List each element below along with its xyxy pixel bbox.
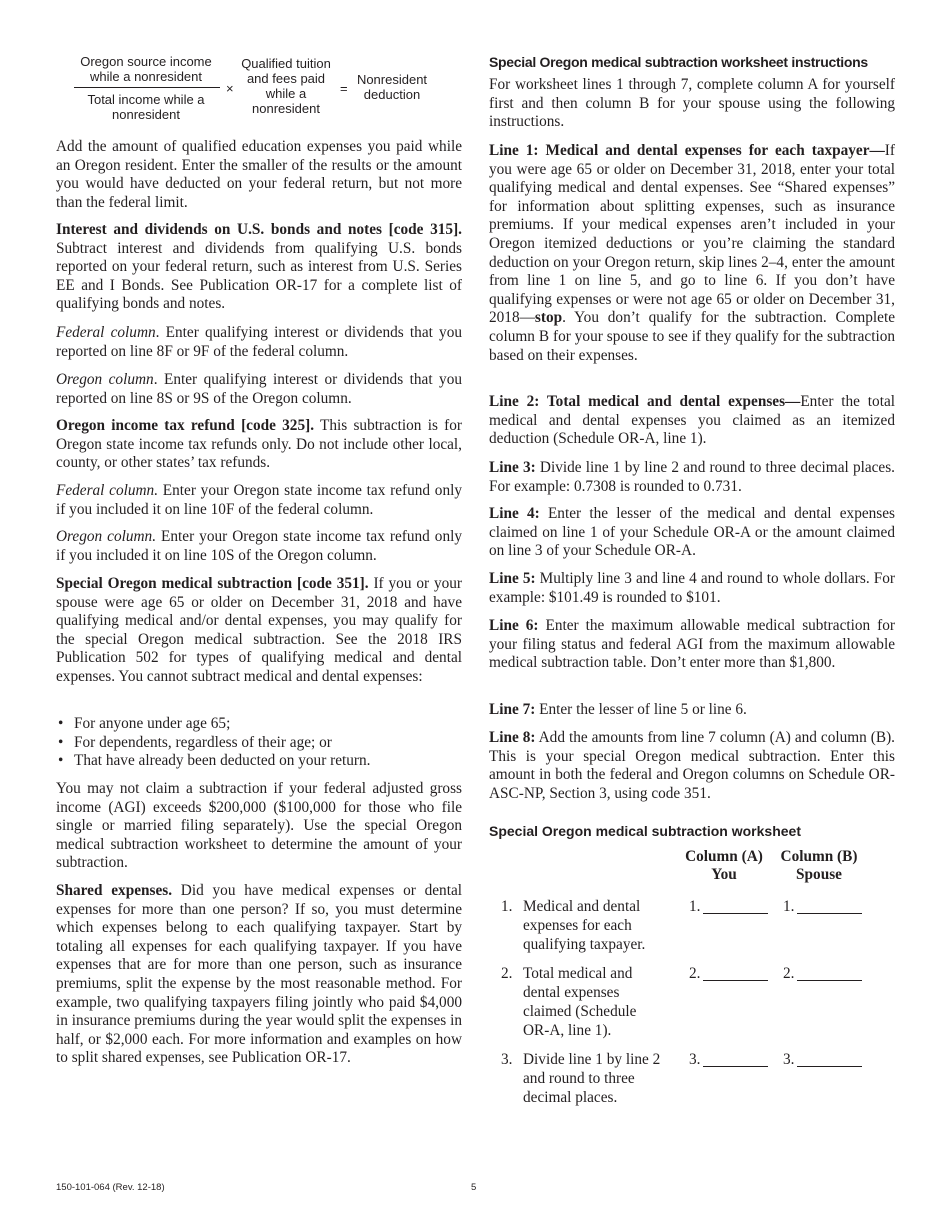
form-id: 150-101-064 (Rev. 12-18) xyxy=(56,1182,165,1193)
instructions-title: Special Oregon medical subtraction worksheet instructions xyxy=(489,54,868,70)
shared-expenses-paragraph xyxy=(56,882,462,1068)
row-label: Medical and dental expenses for each qualifying taxpayer. xyxy=(523,898,646,953)
list-item: • That have already been deducted on your return. xyxy=(56,752,462,771)
line4-instruction xyxy=(489,505,895,561)
column-b-header xyxy=(774,848,864,884)
line6-instruction xyxy=(489,617,895,673)
exclusion-list xyxy=(56,715,462,771)
row1-column-a-number: 1. xyxy=(689,898,701,915)
row2-column-b-input[interactable] xyxy=(797,964,862,981)
formula-denominator: Total income while a nonresident xyxy=(87,92,205,122)
row1-column-a-input[interactable] xyxy=(703,897,768,914)
row-label: Divide line 1 by line 2 and round to three decimal places. xyxy=(523,1051,661,1106)
row1-column-b-input[interactable] xyxy=(797,897,862,914)
column-a-sublabel: You xyxy=(711,866,737,883)
column-a-header xyxy=(679,848,769,884)
line8-text: Add the amounts from line 7 column (A) and column (B). This is your special Oregon medical subtraction. Enter this amount in both the federal and Oregon columns on Schedule OR-ASC-NP, Section 3, using code 351. xyxy=(489,729,895,802)
instructions-intro: For worksheet lines 1 through 7, complete column A for yourself first and then column B for your spouse using the following instructions. xyxy=(489,76,895,131)
federal-column-paragraph xyxy=(56,324,462,361)
line2-instruction xyxy=(489,393,895,449)
line2-label: Line 2: Total medical and dental expenses— xyxy=(489,393,801,410)
line5-instruction xyxy=(489,570,895,607)
line4-label: Line 4: xyxy=(489,505,540,522)
line3-label: Line 3: xyxy=(489,459,536,476)
row-number: 2. xyxy=(501,965,513,982)
refund-heading: Oregon income tax refund [code 325]. xyxy=(56,417,315,434)
shared-text: Did you have medical expenses or dental expenses for more than one person? If so, you must determine which expenses belong to each qualifying taxpayer. Start by totaling all expenses for each qualifying taxpayer. If you have expenses that are for more than one person, such as insurance premiums, split the expense by the most reasonable method. For example, two qualifying taxpayers filing jointly who paid $4,000 in insurance premiums during the year would split the expenses in half, or $2,000 each. For more information and examples on how to split shared expenses, see Publication OR-17. xyxy=(56,882,462,1067)
worksheet-row xyxy=(501,964,681,1040)
line1-text: If you were age 65 or older on December 31, 2018, enter your total qualifying medical and dental expenses. See “Shared expenses” for information about splitting expenses, such as insurance premiums. If your medical expenses aren’t included in your Oregon itemized deductions or you’re claiming the standard deduction on your Oregon return, skip lines 2–4, enter the amount from line 1 on line 5, and go to line 6. If you don’t have qualifying expenses or were not age 65 or older on December 31, 2018— xyxy=(489,142,895,327)
nonresident-deduction-formula xyxy=(70,54,450,126)
line1-instruction xyxy=(489,142,895,365)
worksheet-row xyxy=(501,1050,681,1107)
shared-heading: Shared expenses. xyxy=(56,882,173,899)
worksheet-row xyxy=(501,897,681,954)
line4-text: Enter the lesser of the medical and dental expenses claimed on line 1 of your Schedule OR-A or the amount claimed on line 3 of your Schedule OR-A. xyxy=(489,505,895,560)
line3-text: Divide line 1 by line 2 and round to three decimal places. For example: 0.7308 is rounded to 0.731. xyxy=(489,459,895,495)
worksheet-title: Special Oregon medical subtraction worksheet xyxy=(489,823,801,839)
line5-label: Line 5: xyxy=(489,570,536,587)
column-b-label: Column (B) xyxy=(780,848,858,865)
oregon-column-refund-paragraph xyxy=(56,528,462,565)
agi-limit-paragraph: You may not claim a subtraction if your federal adjusted gross income (AGI) exceeds $200,000 ($100,000 for those who file single or married filing separately). Use the special Oregon medical subtraction worksheet to determine the amount of your subtraction. xyxy=(56,780,462,872)
oregon-column-label: Oregon column xyxy=(56,371,154,388)
oregon-column-text: . Enter qualifying interest or dividends that you reported on line 8S or 9S of the Oregon column. xyxy=(56,371,462,407)
row2-column-b-number: 2. xyxy=(783,965,795,982)
interest-text: Subtract interest and dividends from qualifying U.S. bonds reported on your federal return, such as interest from U.S. Series EE and I Bonds. See Publication OR-17 for a complete list of qualifying bonds and notes. xyxy=(56,239,462,313)
oregon-column-refund-text: Enter your Oregon state income tax refund only if you included it on line 10S of the Oregon column. xyxy=(56,528,462,564)
income-tax-refund-paragraph xyxy=(56,417,462,473)
line7-instruction xyxy=(489,701,895,720)
federal-column-text: . Enter qualifying interest or dividends that you reported on line 8F or 9F of the federal column. xyxy=(56,324,462,360)
formula-factor: Qualified tuition and fees paid while a nonresident xyxy=(241,56,331,116)
line3-instruction xyxy=(489,459,895,496)
line8-instruction xyxy=(489,729,895,803)
federal-column-label: Federal column xyxy=(56,324,156,341)
line8-label: Line 8: xyxy=(489,729,536,746)
line5-text: Multiply line 3 and line 4 and round to whole dollars. For example: $101.49 is rounded to $101. xyxy=(489,570,895,606)
row2-column-a-number: 2. xyxy=(689,965,701,982)
column-b-sublabel: Spouse xyxy=(796,866,842,883)
list-item: • For dependents, regardless of their age; or xyxy=(56,734,462,753)
line2-text: Enter the total medical and dental expenses you claimed as an itemized deduction (Schedule OR-A, line 1). xyxy=(489,393,895,448)
row3-column-a-number: 3. xyxy=(689,1051,701,1068)
row3-column-a-input[interactable] xyxy=(703,1050,768,1067)
federal-column-refund-paragraph xyxy=(56,482,462,519)
list-item: • For anyone under age 65; xyxy=(56,715,462,734)
line1-stop: stop xyxy=(534,309,563,327)
line7-text: Enter the lesser of line 5 or line 6. xyxy=(535,701,747,718)
line1-text-end: . You don’t qualify for the subtraction. Complete column B for your spouse to see if they qualify for the subtraction based on their expenses. xyxy=(489,309,895,364)
federal-column-refund-label: Federal column. xyxy=(56,482,159,499)
line6-text: Enter the maximum allowable medical subtraction for your filing status and federal AGI from the maximum allowable medical subtraction table. Don’t enter more than $1,800. xyxy=(489,617,895,672)
medical-heading: Special Oregon medical subtraction [code 351]. xyxy=(56,575,369,592)
row1-column-b-number: 1. xyxy=(783,898,795,915)
row3-column-b-input[interactable] xyxy=(797,1050,862,1067)
equals-sign: = xyxy=(340,81,348,96)
row-label: Total medical and dental expenses claimed (Schedule OR-A, line 1). xyxy=(523,965,637,1039)
oregon-column-paragraph xyxy=(56,371,462,408)
column-a-label: Column (A) xyxy=(685,848,763,865)
row2-column-a-input[interactable] xyxy=(703,964,768,981)
medical-text: If you or your spouse were age 65 or older on December 31, 2018 and have qualifying medical and/or dental expenses, you may qualify for the special Oregon medical subtraction. See the 2018 IRS Publication 502 for types of qualifying medical and dental expenses. You cannot subtract medical and dental expenses: xyxy=(56,575,463,685)
federal-column-refund-text: Enter your Oregon state income tax refund only if you included it on line 10F of the federal column. xyxy=(56,482,463,518)
row-number: 1. xyxy=(501,898,513,915)
line1-label: Line 1: Medical and dental expenses for each taxpayer— xyxy=(489,142,885,159)
formula-numerator: Oregon source income while a nonresident xyxy=(80,54,212,84)
page-number: 5 xyxy=(471,1182,477,1193)
refund-text: This subtraction is for Oregon state income tax refunds only. Do not include other local, county, or other states’ tax refunds. xyxy=(56,417,462,472)
medical-subtraction-paragraph xyxy=(56,575,462,687)
line7-label: Line 7: xyxy=(489,701,536,718)
row-number: 3. xyxy=(501,1051,513,1068)
times-sign: × xyxy=(226,81,234,96)
interest-heading: Interest and dividends on U.S. bonds and notes [code 315]. xyxy=(56,221,462,238)
oregon-column-refund-label: Oregon column. xyxy=(56,528,157,545)
formula-result: Nonresident deduction xyxy=(356,72,428,102)
education-expenses-paragraph: Add the amount of qualified education expenses you paid while an Oregon resident. Enter the smaller of the results or the amount you would have deducted on your federal return, but not more than the federal limit. xyxy=(56,138,462,211)
interest-dividends-paragraph xyxy=(56,221,462,314)
line6-label: Line 6: xyxy=(489,617,539,634)
fraction-bar xyxy=(74,87,220,88)
row3-column-b-number: 3. xyxy=(783,1051,795,1068)
